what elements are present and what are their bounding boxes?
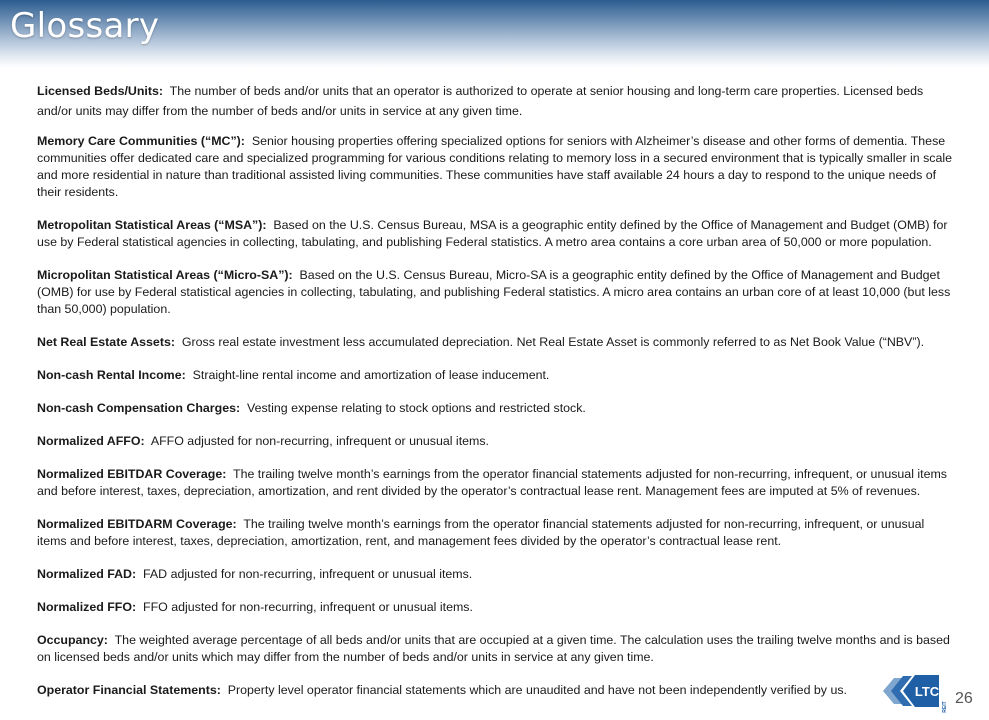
glossary-term: Licensed Beds/Units: [37, 84, 163, 98]
glossary-term: Memory Care Communities (“MC”): [37, 134, 245, 148]
glossary-entry [37, 133, 955, 201]
glossary-entry [37, 217, 955, 251]
title-bar [0, 0, 989, 68]
page-number: 26 [955, 690, 973, 707]
glossary-definition: FAD adjusted for non-recurring, infrequent or unusual items. [143, 567, 473, 581]
logo-text: LTC [914, 684, 940, 699]
glossary-definition: Property level operator financial statements which are unaudited and have not been independently verified by us. [227, 683, 847, 697]
glossary-term: Normalized AFFO: [37, 434, 145, 448]
glossary-definition: AFFO adjusted for non-recurring, infrequent or unusual items. [150, 434, 489, 448]
glossary-term: Normalized FFO: [37, 600, 137, 614]
glossary-definition: The weighted average percentage of all beds and/or units that are occupied at a given time. The calculation uses the trailing twelve months and is based on licensed beds and/or units which may differ from the number of beds and/or units in service at any given time. [37, 633, 950, 664]
glossary-term: Net Real Estate Assets: [37, 335, 175, 349]
glossary-term: Non-cash Rental Income: [37, 368, 186, 382]
glossary-entry [37, 334, 955, 351]
ltc-reit-logo [869, 666, 949, 716]
glossary-entry [37, 516, 955, 550]
glossary-entry [37, 566, 955, 583]
glossary-term: Non-cash Compensation Charges: [37, 401, 241, 415]
glossary-term: Normalized EBITDARM Coverage: [37, 517, 237, 531]
glossary-entry [37, 267, 955, 318]
glossary-definition: Vesting expense relating to stock options and restricted stock. [247, 401, 586, 415]
glossary-entry [37, 632, 955, 666]
glossary-definition: Based on the U.S. Census Bureau, Micro-SA is a geographic entity defined by the Office of Management and Budget (OMB) for use by Federal statistical agencies in collecting, tabulating, and publishing Federal statistics. A micro area contains an urban core of at least 10,000 (but less than 50,000) population. [37, 268, 951, 316]
page-title: Glossary [10, 6, 160, 46]
glossary-term: Normalized EBITDAR Coverage: [37, 467, 227, 481]
glossary-term: Normalized FAD: [37, 567, 137, 581]
glossary-definition: The trailing twelve month’s earnings from the operator financial statements adjusted for non-recurring, infrequent, or unusual items and before interest, taxes, depreciation, amortization, and rent divided by the operator’s contractual lease rent. Management fees are imputed at 5% of revenues. [37, 467, 947, 498]
glossary-definition: Gross real estate investment less accumulated depreciation. Net Real Estate Asset is commonly referred to as Net Book Value (“NBV”). [181, 335, 925, 349]
logo-subtext: REIT [942, 701, 948, 713]
glossary-entry [37, 433, 955, 450]
glossary-term: Micropolitan Statistical Areas (“Micro-SA”): [37, 268, 293, 282]
glossary-definition: FFO adjusted for non-recurring, infrequent or unusual items. [143, 600, 473, 614]
glossary-definition: Straight-line rental income and amortization of lease inducement. [192, 368, 550, 382]
glossary-term: Occupancy: [37, 633, 108, 647]
glossary-definition: Senior housing properties offering specialized options for seniors with Alzheimer’s disease and other forms of dementia. These communities offer dedicated care and specialized programming for various conditions relating to memory loss in a secured environment that is typically smaller in scale and more residential in nature than traditional assisted living communities. These communities have staff available 24 hours a day to respond to the unique needs of their residents. [37, 134, 953, 199]
glossary-definition: The number of beds and/or units that an operator is authorized to operate at senior housing and long-term care properties. Licensed beds and/or units may differ from the number of beds and/or units in service at any given time. [37, 84, 924, 118]
glossary-entry [37, 466, 955, 500]
glossary-entry [37, 400, 955, 417]
glossary-entry [37, 599, 955, 616]
glossary-term: Metropolitan Statistical Areas (“MSA”): [37, 218, 267, 232]
glossary-definition: The trailing twelve month’s earnings from the operator financial statements adjusted for non-recurring, infrequent, or unusual items and before interest, taxes, depreciation, amortization, rent, and management fees divided by the operator’s contractual lease rent. [37, 517, 925, 548]
glossary-entry [37, 682, 955, 699]
glossary-definition: Based on the U.S. Census Bureau, MSA is a geographic entity defined by the Office of Management and Budget (OMB) for use by Federal statistical agencies in collecting, tabulating, and publishing Federal statistics. A metro area contains a core urban area of 50,000 or more population. [37, 218, 948, 249]
glossary-entry [37, 81, 955, 121]
glossary-entry [37, 367, 955, 384]
glossary-list [37, 81, 955, 715]
glossary-term: Operator Financial Statements: [37, 683, 221, 697]
